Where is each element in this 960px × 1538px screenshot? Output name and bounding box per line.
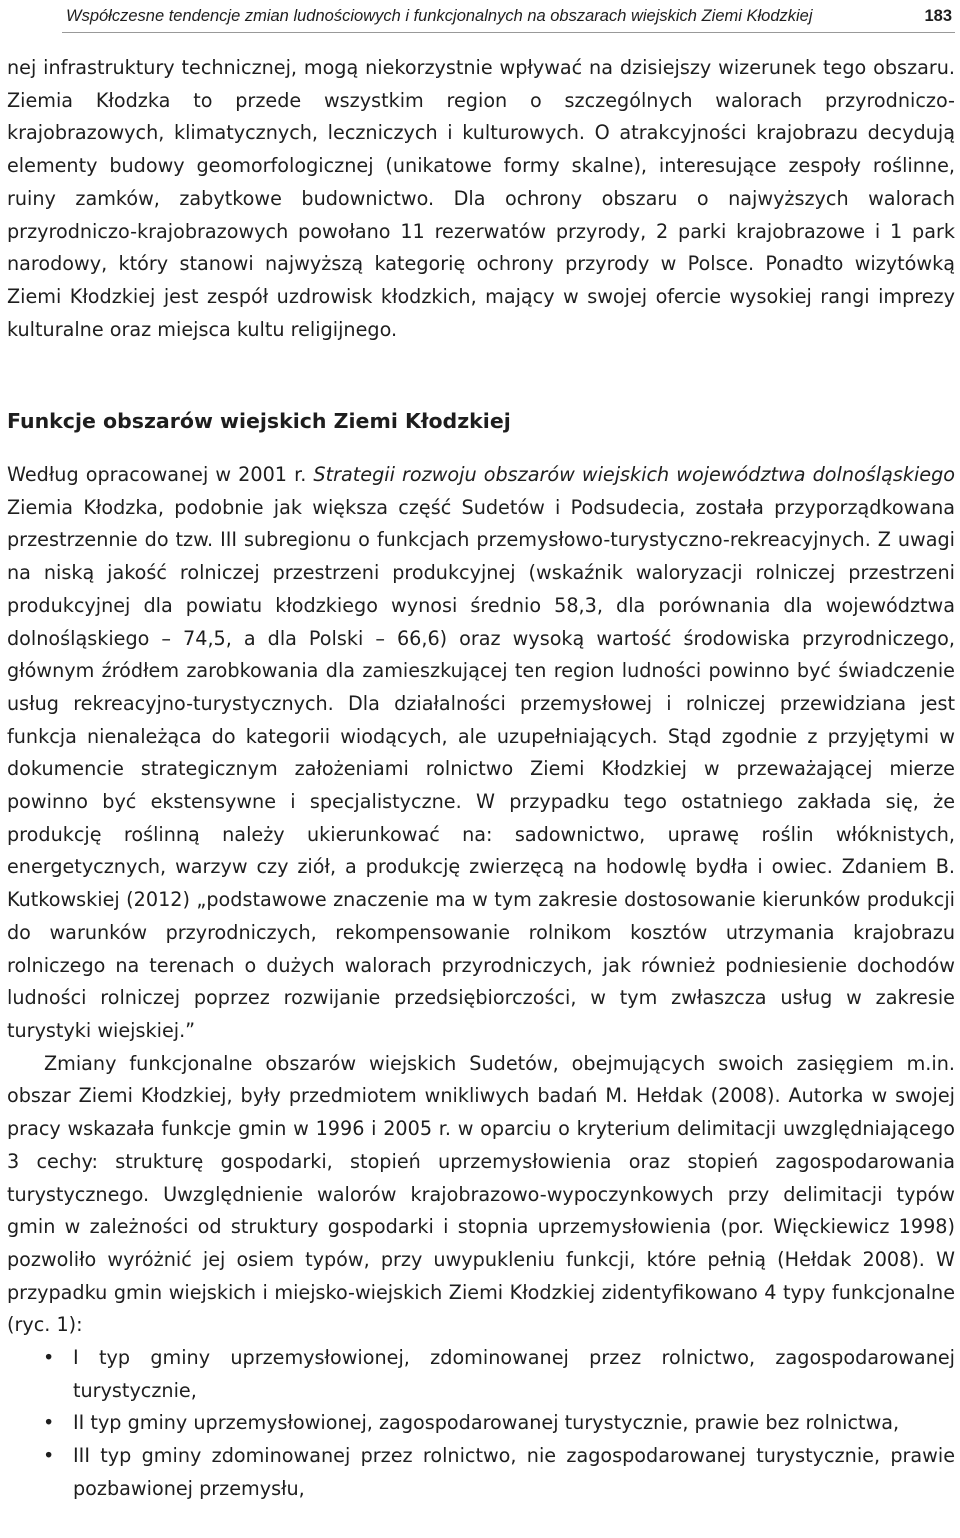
body-text <box>7 52 955 1506</box>
paragraph-2-lead: Według opracowanej w 2001 r. <box>7 463 314 487</box>
bullet-list <box>7 1342 955 1506</box>
section-heading: Funkcje obszarów wiejskich Ziemi Kłodzkiej <box>7 409 511 434</box>
list-item: • III typ gminy zdominowanej przez rolnictwo, nie zagospodarowanej turystycznie, prawie pozbawionej przemysłu, <box>73 1440 955 1505</box>
paragraph-2 <box>7 459 955 1048</box>
paragraph-1: nej infrastruktury technicznej, mogą niekorzystnie wpływać na dzisiejszy wizerunek tego obszaru. Ziemia Kłodzka to przede wszystkim region o szczególnych walorach przyrodniczo-krajobrazowych, klimatycznych, leczniczych i kulturowych. O atrakcyjności krajobrazu decydują elementy budowy geomorfologicznej (unikatowe formy skalne), interesujące zespoły roślinne, ruiny zamków, zabytkowe budownictwo. Dla ochrony obszaru o najwyższych walorach przyrodniczo-krajobrazowych powołano 11 rezerwatów przyrody, 2 parki krajobrazowe i 1 park narodowy, który stanowi najwyższą kategorię ochrony przyrody w Polsce. Ponadto wizytówką Ziemi Kłodzkiej jest zespół uzdrowisk kłodzkich, mający w swojej ofercie wysokiej rangi imprezy kulturalne oraz miejsca kultu religijnego. <box>7 56 955 341</box>
paragraph-2-rest: Ziemia Kłodzka, podobnie jak większa część Sudetów i Podsudecia, została przyporządkowana przestrzennie do tzw. III subregionu o funkcjach przemysłowo-turystyczno-rekreacyjnych. Z uwagi na niską jakość rolniczej przestrzeni produkcyjnej (wskaźnik waloryzacji rolniczej przestrzeni produkcyjnej dla powiatu kłodzkiego wynosi średnio 58,3, dla porównania dla województwa dolnośląskiego – 74,5, a dla Polski – 66,6) oraz wysoką wartość środowiska przyrodniczego, głównym źródłem zarobkowania dla zamieszkującej ten region ludności powinno być świadczenie usług rekreacyjno-turystycznych. Dla działalności przemysłowej i rolniczej przewidziana jest funkcja nienależąca do kategorii wiodących, ale uzupełniających. Stąd zgodnie z przyjętymi w dokumencie strategicznym założeniami rolnictwo Ziemi Kłodzkiej w przeważającej mierze powinno być ekstensywne i specjalistyczne. W przypadku tego ostatniego zakłada się, że produkcję roślinną należy ukierunkować na: sadownictwo, uprawę roślin włóknistych, energetycznych, warzyw czy ziół, a produkcję zwierzęcą na hodowlę bydła i owiec. Zdaniem B. Kutkowskiej (2012) „podstawowe znaczenie ma w tym zakresie dostosowanie kierunków produkcji do warunków przyrodniczych, rekompensowanie rolnikom kosztów utrzymania krajobrazu rolniczego na terenach o dużych walorach przyrodniczych, jak również podniesienie dochodów ludności rolniczej poprzez rozwijanie przedsiębiorczości, w tym zwłaszcza usług w zakresie turystyki wiejskiej.” <box>7 495 955 1042</box>
running-header <box>62 4 955 33</box>
paragraph-3: Zmiany funkcjonalne obszarów wiejskich Sudetów, obejmujących swoich zasięgiem m.in. obszar Ziemi Kłodzkiej, były przedmiotem wnikliwych badań M. Hełdak (2008). Autorka w swojej pracy wskazała funkcje gmin w 1996 i 2005 r. w oparciu o kryterium delimitacji uwzględniającego 3 cechy: strukturę gospodarki, stopień uprzemysłowienia oraz stopień zagospodarowania turystycznego. Uwzględnienie walorów krajobrazowo-wypoczynkowych przy delimitacji typów gmin w zależności od struktury gospodarki i stopnia uprzemysłowienia (por. Więckiewicz 1998) pozwoliło wyróżnić jej osiem typów, przy uwypukleniu funkcji, które pełnią (Hełdak 2008). W przypadku gmin wiejskich i miejsko-wiejskich Ziemi Kłodzkiej zidentyfikowano 4 typy funkcjonalne (ryc. 1): <box>7 1051 955 1337</box>
strategy-title-italic: Strategii rozwoju obszarów wiejskich województwa dolnośląskiego <box>313 463 955 487</box>
list-item: • I typ gminy uprzemysłowionej, zdominowanej przez rolnictwo, zagospodarowanej turystycznie, <box>73 1342 955 1407</box>
running-header-title: Współczesne tendencje zmian ludnościowych i funkcjonalnych na obszarach wiejskich Ziemi Kłodzkiej <box>66 7 813 25</box>
list-item: • II typ gminy uprzemysłowionej, zagospodarowanej turystycznie, prawie bez rolnictwa, <box>73 1407 955 1440</box>
page-number: 183 <box>924 7 952 25</box>
